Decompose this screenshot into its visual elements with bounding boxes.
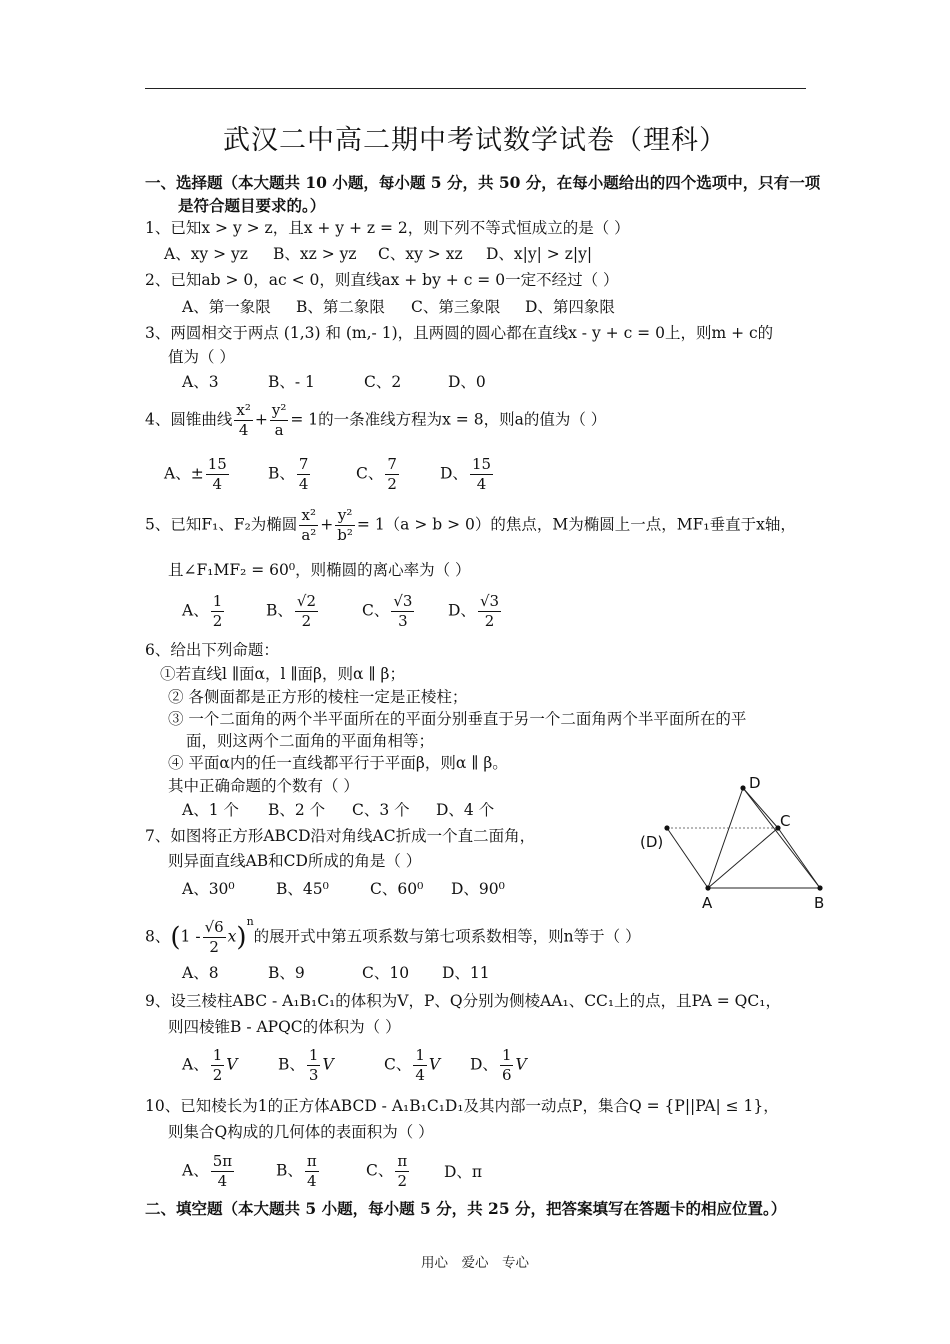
q6-item-1: ①若直线l ∥面α，l ∥面β，则α ∥ β； [160,665,405,683]
q5-fraction-y: $\frac{\text{y²}}{\text{b²}}$ [337,506,353,544]
q5-stem-prefix: 5、已知F₁、F₂为椭圆 [145,515,298,534]
q5-option-b: B、 $\frac{√2}{2}$ [266,592,316,630]
q2-option-c: C、第三象限 [411,298,501,316]
q8-option-c: C、10 [362,964,410,982]
q6-item-3-cont: 面，则这两个二面角的平面角相等； [186,732,435,750]
q10-stem: 10、已知棱长为1的正方体ABCD - A₁B₁C₁D₁及其内部一动点P，集合Q = {P||PA| ≤ 1}， [145,1097,779,1115]
q6-option-b: B、2 个 [268,801,326,819]
q9-option-d: D、 $\frac{1}{6}$ V [470,1046,527,1084]
q7-option-a: A、30⁰ [182,880,235,898]
edge-cb [778,828,820,888]
q10-stem-cont: 则集合Q构成的几何体的表面积为（ ） [168,1123,434,1141]
page-footer: 用心 爱心 专心 [421,1255,529,1271]
label-d: D [749,774,761,792]
q6-item-3: ③ 一个二面角的两个半平面所在的平面分别垂直于另一个二面角两个半平面所在的平 [168,710,747,728]
q7-option-b: B、45⁰ [276,880,329,898]
q7-option-d: D、90⁰ [451,880,505,898]
q5-option-c: C、 $\frac{√3}{3}$ [362,592,413,630]
label-a: A [702,894,713,912]
q8-one-minus: 1 - [180,927,201,946]
q4-option-c: C、 $\frac{7}{2}$ [356,455,397,493]
q6-ask: 其中正确命题的个数有（ ） [168,777,359,795]
q4-stem-prefix: 4、圆锥曲线 [145,410,233,429]
q8-option-b: B、9 [268,964,305,982]
q1-option-b: B、xz > yz [273,245,357,263]
q4-option-b: B、 $\frac{7}{4}$ [268,455,309,493]
q5-fraction-x: $\frac{\text{x²}}{\text{a²}}$ [301,506,317,544]
q5-stem-suffix: = 1（a > b > 0）的焦点，M为椭圆上一点，MF₁垂直于x轴， [356,515,796,534]
edge-db [743,788,820,888]
q10-option-b: B、 $\frac{\pi}{4}$ [276,1152,317,1190]
q10-option-c: C、 $\frac{\pi}{2}$ [366,1152,408,1190]
q5-stem-cont: 且∠F₁MF₂ = 60⁰，则椭圆的离心率为（ ） [168,561,471,579]
q6-option-d: D、4 个 [436,801,495,819]
q3-stem-cont: 值为（ ） [168,348,235,366]
header-rule [145,88,806,89]
q2-option-a: A、第一象限 [182,298,271,316]
exam-title: 武汉二中高二期中考试数学试卷（理科） [223,125,727,156]
q1-option-d: D、x|y| > z|y| [486,245,593,263]
section2-heading: 二、填空题（本大题共 5 小题，每小题 5 分，共 25 分，把答案填写在答题卡的相应位置。） [145,1199,787,1218]
point-b [817,885,822,890]
q4-stem: 4、圆锥曲线 $\frac{\text{x²}}{4}$ + $\frac{\text{y²}}{a}$ = 1的一条准线方程为x = 8，则a的值为（ ） [145,401,607,439]
q8-paren-close: ) [236,922,247,953]
q4-stem-suffix: = 1的一条准线方程为x = 8，则a的值为（ ） [290,410,607,429]
q1-option-a: A、xy > yz [164,245,248,263]
q5-option-a: A、 $\frac{1}{2}$ [182,592,223,630]
section1-heading-cont: 是符合题目要求的。） [178,196,326,215]
q3-option-d: D、0 [448,373,486,391]
q8-stem: 8、(1 - $\frac{√6}{2}$ x)$^n$的展开式中第五项系数与第七项系数相等，则n等于（ ） [145,915,641,956]
q4-fraction-y [270,401,289,440]
q10-option-a: A、 $\frac{5\pi}{4}$ [182,1152,233,1190]
label-c: C [780,812,791,830]
q4-frac-y-num: y² [271,401,287,419]
q4-frac-x-num: x² [236,401,251,419]
q8-fraction: $\frac{√6}{2}$ [204,918,224,956]
q10-option-d: D、π [444,1163,483,1181]
q6-option-c: C、3 个 [352,801,410,819]
label-b: B [814,894,825,912]
q1-option-c: C、xy > xz [378,245,463,263]
q8-option-a: A、8 [182,964,219,982]
point-a [705,885,710,890]
q8-exponent: n [246,915,254,929]
q5-stem: 5、已知F₁、F₂为椭圆 $\frac{\text{x²}}{\text{a²}}$ + $\frac{\text{y²}}{\text{b²}}$ = 1（a > b > 0）的焦点，M为椭圆上一点，MF₁垂直于x轴， [145,506,796,544]
q9-option-c: C、 $\frac{1}{4}$ V [384,1046,441,1084]
q6-item-4: ④ 平面α内的任一直线都平行于平面β，则α ∥ β。 [168,754,508,772]
q4-option-a: A、± $\frac{15}{4}$ [164,455,227,493]
q8-option-d: D、11 [442,964,490,982]
point-d-orig [664,825,669,830]
q4-frac-x-den: 4 [238,421,249,439]
section1-heading: 一、选择题（本大题共 10 小题，每小题 5 分，共 50 分，在每小题给出的四个选项中，只有一项 [145,173,821,192]
q4-fraction-x [234,401,252,440]
folded-square-figure [636,770,836,915]
q6-option-a: A、1 个 [182,801,239,819]
label-d-orig: (D) [640,833,664,851]
q5-option-d: D、 $\frac{√3}{2}$ [448,592,500,630]
q7-option-c: C、60⁰ [370,880,424,898]
q1-stem: 1、已知x > y > z，且x + y + z = 2，则下列不等式恒成立的是（ ） [145,219,630,237]
q2-option-d: D、第四象限 [525,298,615,316]
q9-option-b: B、 $\frac{1}{3}$ V [278,1046,334,1084]
q7-stem-cont: 则异面直线AB和CD所成的角是（ ） [168,852,422,870]
edge-orig-da [667,828,708,888]
q8-stem-suffix: 的展开式中第五项系数与第七项系数相等，则n等于（ ） [253,927,641,946]
q4-frac-y-den: a [274,421,284,439]
q2-stem: 2、已知ab > 0，ac < 0，则直线ax + by + c = 0一定不经过（ ） [145,271,619,289]
q6-item-2: ② 各侧面都是正方形的棱柱一定是正棱柱； [168,688,468,706]
q6-stem: 6、给出下列命题： [145,641,279,659]
q2-option-b: B、第二象限 [296,298,385,316]
q9-stem-cont: 则四棱锥B - APQC的体积为（ ） [168,1018,401,1036]
q3-option-b: B、- 1 [268,373,315,391]
q4-option-d: D、 $\frac{15}{4}$ [440,455,492,493]
q3-stem: 3、两圆相交于两点 (1,3) 和 (m,- 1)，且两圆的圆心都在直线x - y + c = 0上，则m + c的 [145,324,774,342]
q3-option-c: C、2 [364,373,402,391]
q7-stem: 7、如图将正方形ABCD沿对角线AC折成一个直二面角， [145,827,536,845]
q9-option-a: A、 $\frac{1}{2}$ V [182,1046,238,1084]
q3-option-a: A、3 [182,373,219,391]
q9-stem: 9、设三棱柱ABC - A₁B₁C₁的体积为V，P、Q分别为侧棱AA₁、CC₁上的点，且PA = QC₁， [145,992,781,1010]
point-d [740,785,745,790]
q8-paren-open: ( [170,922,181,953]
